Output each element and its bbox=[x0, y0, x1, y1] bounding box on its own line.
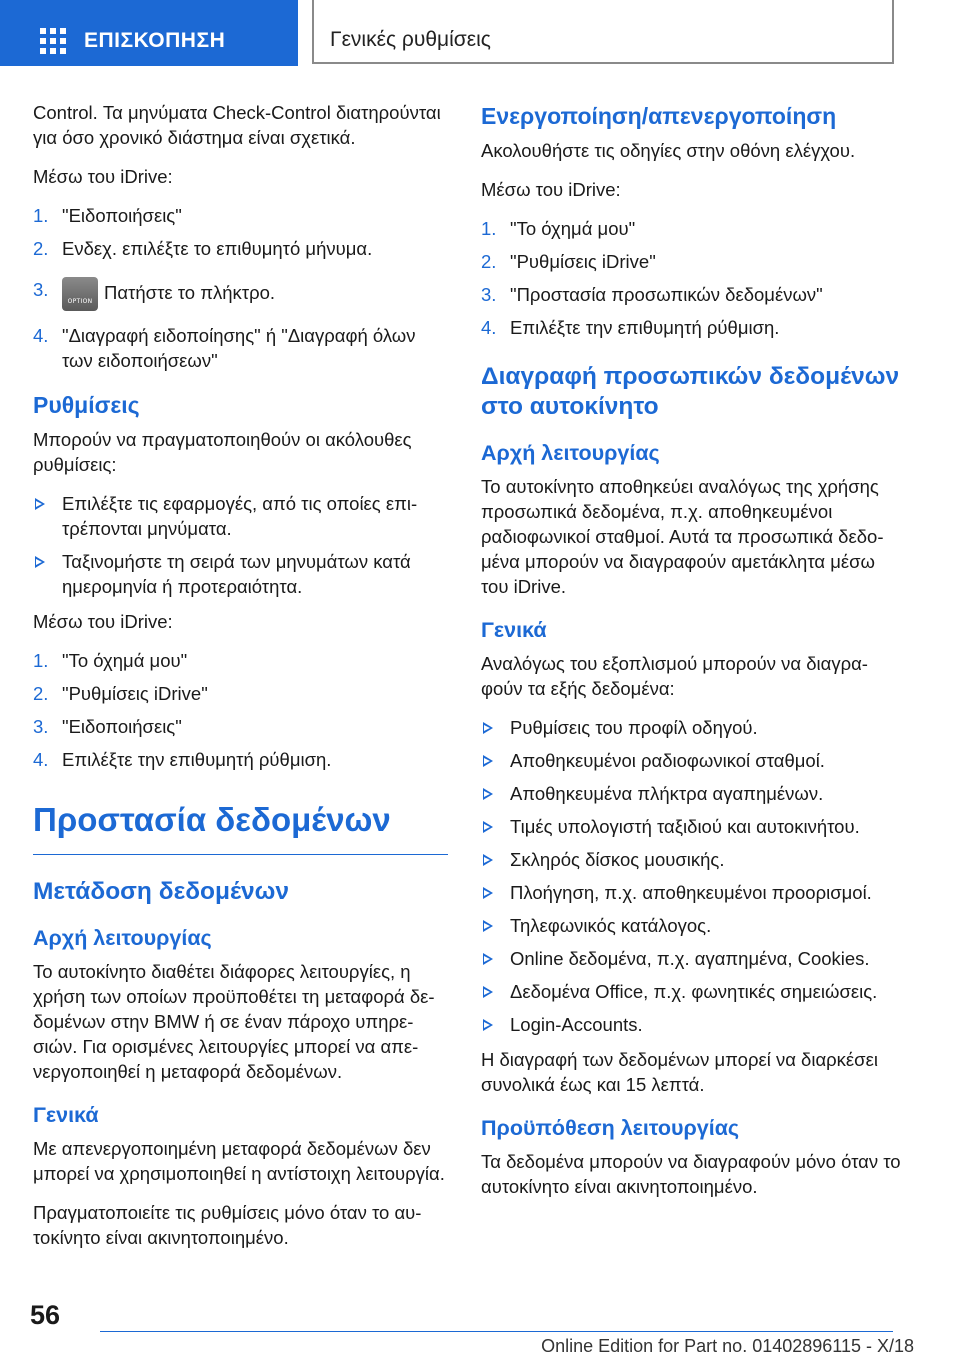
bullet-triangle-icon bbox=[483, 788, 493, 800]
list-item bbox=[481, 715, 901, 740]
bullet-text: Τηλεφωνικός κατάλογος. bbox=[510, 915, 712, 936]
overview-tab[interactable] bbox=[0, 0, 298, 66]
function-principle-text: Το αυτοκίνητο διαθέτει διάφορες λειτουργίες, η χρήση των οποίων προϋποθέτει τη μεταφορά δεδομένων στην BMW ή σε έναν πάροχο υπηρεσιών. Για ορισμένες λειτουργίες μπορεί να απενεργοποιηθεί η μεταφορά δεδομένων. bbox=[33, 961, 435, 1082]
bullet-triangle-icon bbox=[483, 755, 493, 767]
step-number: 3. bbox=[33, 716, 49, 737]
list-item bbox=[481, 249, 901, 274]
step-text: "Ρυθμίσεις iDrive" bbox=[62, 683, 208, 704]
option-button-icon bbox=[62, 277, 98, 311]
list-item bbox=[481, 880, 901, 905]
list-item bbox=[481, 748, 901, 773]
prerequisite-heading: Προϋπόθεση λειτουργίας bbox=[481, 1116, 740, 1140]
current-section-label: Γενικές ρυθμίσεις bbox=[330, 28, 491, 51]
list-item bbox=[33, 323, 448, 373]
list-item bbox=[33, 648, 448, 673]
bullet-text: Σκληρός δίσκος μουσικής. bbox=[510, 849, 725, 870]
general-text: Πραγματοποιείτε τις ρυθμίσεις μόνο όταν το αυτοκίνητο είναι ακινητοποιημένο. bbox=[33, 1202, 422, 1248]
step-number: 3. bbox=[33, 279, 49, 300]
step-text: Επιλέξτε την επιθυμητή ρύθμιση. bbox=[62, 749, 332, 770]
overview-tab-label: ΕΠΙΣΚΟΠΗΣΗ bbox=[84, 29, 226, 52]
list-item bbox=[481, 814, 901, 839]
bullet-triangle-icon bbox=[35, 498, 45, 510]
page-header bbox=[0, 0, 960, 66]
page-number: 56 bbox=[30, 1300, 61, 1330]
current-section-tab[interactable] bbox=[312, 0, 894, 64]
bullet-triangle-icon bbox=[483, 1019, 493, 1031]
steps-list-privacy bbox=[481, 216, 901, 340]
bullet-triangle-icon bbox=[483, 887, 493, 899]
step-text: "Διαγραφή ειδοποίησης" ή "Διαγραφή όλων των ειδοποιήσεων" bbox=[62, 325, 416, 371]
option-key-label: OPTION bbox=[67, 298, 93, 305]
bullet-triangle-icon bbox=[483, 953, 493, 965]
footer-edition-text: Online Edition for Part no. 01402896115 - X/18 bbox=[541, 1336, 914, 1356]
left-column bbox=[33, 100, 448, 1264]
step-number: 2. bbox=[481, 251, 497, 272]
step-number: 4. bbox=[481, 317, 497, 338]
step-text: "Ειδοποιήσεις" bbox=[62, 205, 182, 226]
steps-list-settings bbox=[33, 648, 448, 772]
bullet-triangle-icon bbox=[483, 986, 493, 998]
function-principle-text: Το αυτοκίνητο αποθηκεύει αναλόγως της χρήσης προσωπικά δεδομένα, π.χ. αποθηκευμένοι ραδιοφωνικοί σταθμοί. Αυτά τα προσωπικά δεδομένα μπορούν να διαγραφούν αμετάκλητα μέσω του iDrive. bbox=[481, 476, 884, 597]
bullet-text: Login-Accounts. bbox=[510, 1014, 643, 1035]
list-item bbox=[33, 714, 448, 739]
deletable-data-bullets bbox=[481, 715, 901, 1037]
step-number: 4. bbox=[33, 325, 49, 346]
step-text: "Ρυθμίσεις iDrive" bbox=[510, 251, 656, 272]
list-item bbox=[481, 1012, 901, 1037]
bullet-triangle-icon bbox=[483, 821, 493, 833]
activation-intro: Ακολουθήστε τις οδηγίες στην οθόνη ελέγχου. bbox=[481, 140, 856, 161]
step-text: Ενδεχ. επιλέξτε το επιθυμητό μήνυμα. bbox=[62, 238, 373, 259]
general-intro: Αναλόγως του εξοπλισμού μπορούν να διαγραφούν τα εξής δεδομένα: bbox=[481, 653, 868, 699]
bullet-text: Τιμές υπολογιστή ταξιδιού και αυτοκινήτου. bbox=[510, 816, 860, 837]
bullet-text: Αποθηκευμένοι ραδιοφωνικοί σταθμοί. bbox=[510, 750, 825, 771]
footer-divider bbox=[100, 1331, 893, 1332]
via-idrive-label: Μέσω του iDrive: bbox=[481, 179, 621, 200]
bullet-text: Επιλέξτε τις εφαρμογές, από τις οποίες επιτρέπονται μηνύματα. bbox=[62, 493, 418, 539]
general-heading: Γενικά bbox=[481, 618, 547, 642]
step-text: "Ειδοποιήσεις" bbox=[62, 716, 182, 737]
data-protection-title: Προστασία δεδομένων bbox=[33, 798, 448, 855]
list-item bbox=[33, 203, 448, 228]
list-item bbox=[481, 847, 901, 872]
step-text: Επιλέξτε την επιθυμητή ρύθμιση. bbox=[510, 317, 780, 338]
bullet-triangle-icon bbox=[483, 920, 493, 932]
bullet-triangle-icon bbox=[35, 556, 45, 568]
intro-paragraph: Control. Τα μηνύματα Check-Control διατηρούνται για όσο χρονικό διάστημα είναι σχετικά. bbox=[33, 102, 441, 148]
list-item bbox=[481, 946, 901, 971]
data-transfer-heading: Μετάδοση δεδομένων bbox=[33, 878, 290, 905]
step-number: 2. bbox=[33, 683, 49, 704]
bullet-text: Ρυθμίσεις του προφίλ οδηγού. bbox=[510, 717, 758, 738]
step-text: "Το όχημά μου" bbox=[62, 650, 188, 671]
step-text: Πατήστε το πλήκτρο. bbox=[104, 282, 276, 303]
list-item bbox=[481, 282, 901, 307]
settings-intro: Μπορούν να πραγματοποιηθούν οι ακόλουθες ρυθμίσεις: bbox=[33, 429, 412, 475]
step-number: 4. bbox=[33, 749, 49, 770]
via-idrive-label: Μέσω του iDrive: bbox=[33, 611, 173, 632]
grid-icon bbox=[40, 28, 66, 54]
general-text: Με απενεργοποιημένη μεταφορά δεδομένων δεν μπορεί να χρησιμοποιηθεί η αντίστοιχη λειτουργία. bbox=[33, 1138, 445, 1184]
list-item bbox=[33, 277, 448, 311]
bullet-text: Δεδομένα Office, π.χ. φωνητικές σημειώσεις. bbox=[510, 981, 878, 1002]
bullet-text: Online δεδομένα, π.χ. αγαπημένα, Cookies. bbox=[510, 948, 870, 969]
list-item bbox=[481, 315, 901, 340]
step-number: 1. bbox=[33, 650, 49, 671]
function-principle-heading: Αρχή λειτουργίας bbox=[33, 926, 212, 950]
list-item bbox=[33, 747, 448, 772]
via-idrive-label: Μέσω του iDrive: bbox=[33, 166, 173, 187]
steps-list-notifications bbox=[33, 203, 448, 373]
step-number: 3. bbox=[481, 284, 497, 305]
duration-text: Η διαγραφή των δεδομένων μπορεί να διαρκέσει συνολικά έως και 15 λεπτά. bbox=[481, 1049, 878, 1095]
list-item bbox=[481, 781, 901, 806]
step-text: "Το όχημά μου" bbox=[510, 218, 636, 239]
general-heading: Γενικά bbox=[33, 1103, 99, 1127]
bullet-triangle-icon bbox=[483, 854, 493, 866]
bullet-triangle-icon bbox=[483, 722, 493, 734]
delete-personal-data-heading: Διαγραφή προσωπικών δεδομένων στο αυτοκίνητο bbox=[481, 363, 900, 420]
bullet-text: Ταξινομήστε τη σειρά των μηνυμάτων κατά ημερομηνία ή προτεραιότητα. bbox=[62, 551, 411, 597]
list-item bbox=[33, 491, 448, 541]
right-column bbox=[481, 100, 901, 1213]
step-number: 1. bbox=[481, 218, 497, 239]
list-item bbox=[481, 979, 901, 1004]
activation-heading: Ενεργοποίηση/απενεργοποίηση bbox=[481, 103, 837, 129]
settings-heading: Ρυθμίσεις bbox=[33, 392, 140, 418]
bullet-text: Αποθηκευμένα πλήκτρα αγαπημένων. bbox=[510, 783, 824, 804]
list-item bbox=[33, 549, 448, 599]
settings-bullets bbox=[33, 491, 448, 599]
step-text: "Προστασία προσωπικών δεδομένων" bbox=[510, 284, 823, 305]
list-item bbox=[481, 216, 901, 241]
step-number: 1. bbox=[33, 205, 49, 226]
step-number: 2. bbox=[33, 238, 49, 259]
list-item bbox=[33, 236, 448, 261]
prerequisite-text: Τα δεδομένα μπορούν να διαγραφούν μόνο όταν το αυτοκίνητο είναι ακινητοποιημένο. bbox=[481, 1151, 901, 1197]
bullet-text: Πλοήγηση, π.χ. αποθηκευμένοι προορισμοί. bbox=[510, 882, 872, 903]
list-item bbox=[481, 913, 901, 938]
list-item bbox=[33, 681, 448, 706]
function-principle-heading: Αρχή λειτουργίας bbox=[481, 441, 660, 465]
